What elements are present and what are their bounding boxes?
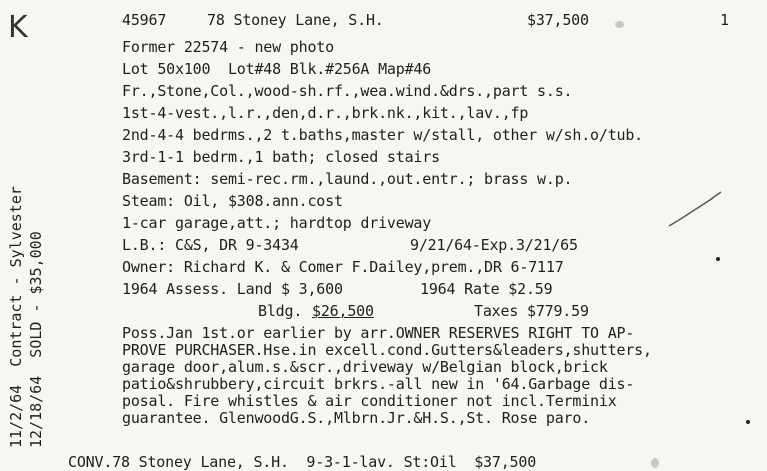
sold-note: 12/18/64 SOLD - $35,000 xyxy=(27,231,45,448)
listing-address: 78 Stoney Lane, S.H. xyxy=(207,11,384,29)
garage-line: 1-car garage,att.; hardtop driveway xyxy=(122,214,432,232)
assessment-land: 1964 Assess. Land $ 3,600 xyxy=(122,280,343,298)
construction-line: Fr.,Stone,Col.,wood-sh.rf.,wea.wind.&drs.,part s.s. xyxy=(122,82,573,100)
building-value: $26,500 xyxy=(312,302,374,320)
remarks-line: garage door,alum.s.&scr.,driveway w/Belgian block,brick xyxy=(122,358,608,376)
ink-smudge-icon xyxy=(651,458,659,468)
listing-broker-line: L.B.: C&S, DR 9-3434 xyxy=(122,236,299,254)
ink-dot-icon xyxy=(746,420,750,424)
card-number: 1 xyxy=(720,11,729,29)
ink-dot-icon xyxy=(716,257,720,261)
first-floor-line: 1st-4-vest.,l.r.,den,d.r.,brk.nk.,kit.,lav.,fp xyxy=(122,104,529,122)
contract-note: 11/2/64 Contract - Sylvester xyxy=(7,186,25,448)
remarks-line: guarantee. GlenwoodG.S.,Mlbrn.Jr.&H.S.,St. Rose paro. xyxy=(122,409,591,427)
check-mark-icon xyxy=(665,190,725,235)
heating-line: Steam: Oil, $308.ann.cost xyxy=(122,192,343,210)
listing-number: 45967 xyxy=(122,11,167,29)
handwritten-letter: K xyxy=(8,10,28,45)
second-floor-line: 2nd-4-4 bedrms.,2 t.baths,master w/stall, other w/sh.o/tub. xyxy=(122,126,644,144)
remarks-line: Poss.Jan 1st.or earlier by arr.OWNER RESERVES RIGHT TO AP- xyxy=(122,324,635,342)
owner-line: Owner: Richard K. & Comer F.Dailey,prem.,DR 6-7117 xyxy=(122,258,564,276)
footer-summary: CONV.78 Stoney Lane, S.H. 9-3-1-lav. St:Oil $37,500 xyxy=(68,453,537,471)
listing-dates: 9/21/64-Exp.3/21/65 xyxy=(410,236,578,254)
ink-smudge-icon xyxy=(615,21,624,28)
basement-line: Basement: semi-rec.rm.,laund.,out.entr.; brass w.p. xyxy=(122,170,573,188)
taxes: Taxes $779.59 xyxy=(474,302,589,320)
remarks-line: patio&shrubbery,circuit brkrs.-all new in '64.Garbage dis- xyxy=(122,375,635,393)
third-floor-line: 3rd-1-1 bedrm.,1 bath; closed stairs xyxy=(122,148,440,166)
remarks-line: PROVE PURCHASER.Hse.in excell.cond.Gutters&leaders,shutters, xyxy=(122,341,652,359)
listing-price: $37,500 xyxy=(527,11,589,29)
building-label: Bldg. xyxy=(258,302,303,320)
lot-line: Lot 50x100 Lot#48 Blk.#256A Map#46 xyxy=(122,60,432,78)
former-listing-line: Former 22574 - new photo xyxy=(122,38,334,56)
tax-rate: 1964 Rate $2.59 xyxy=(420,280,553,298)
remarks-line: posal. Fire whistles & air conditioner not incl.Terminix xyxy=(122,392,617,410)
